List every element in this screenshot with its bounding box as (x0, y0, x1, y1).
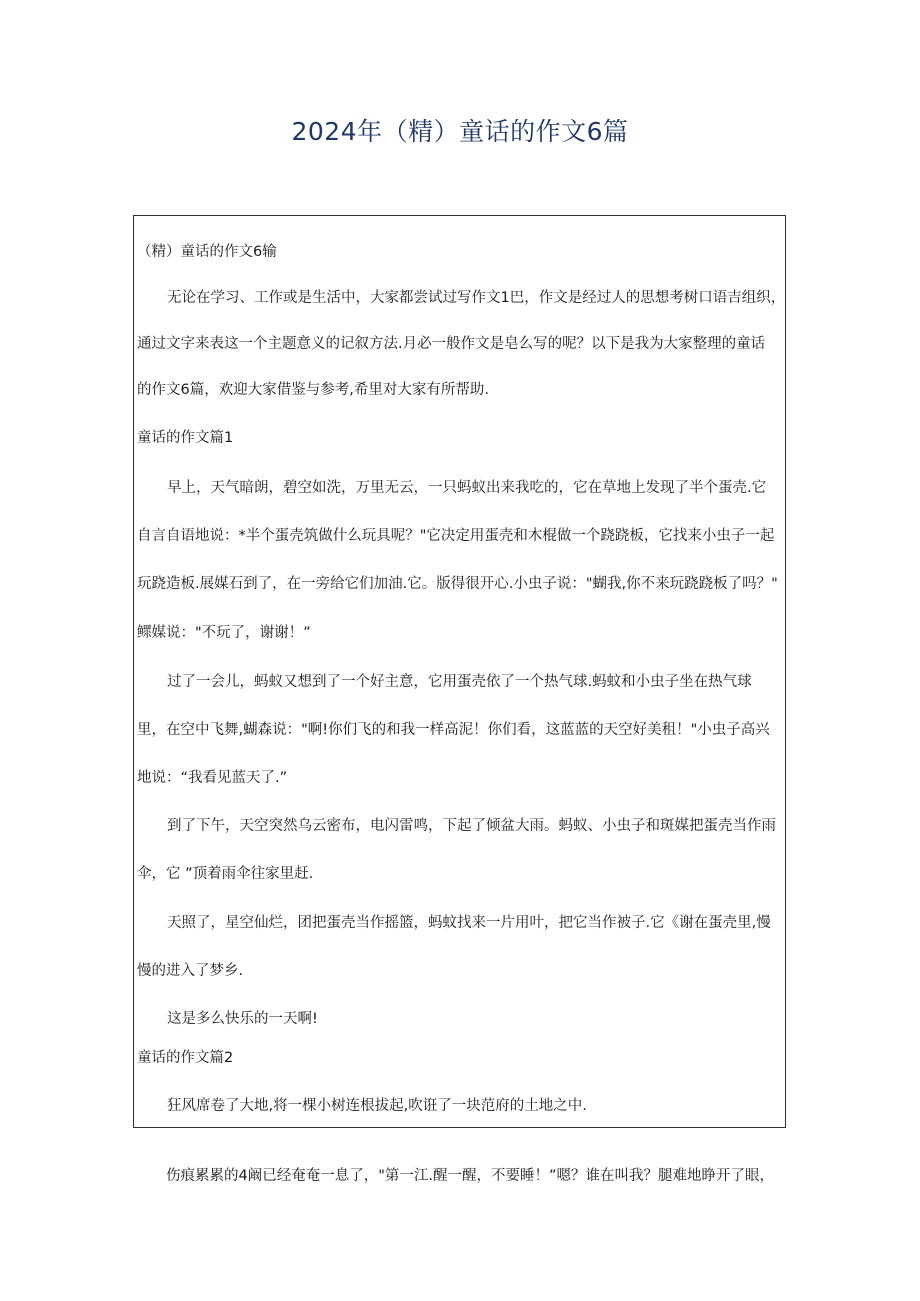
intro-line-2: 通过文字来表这一个主题意义的记叙方法.月必一般作文是皂么写的呢？以下是我为大家整理的童话 (137, 336, 766, 352)
story1-p1-line-4: 鳏媒说："不玩了，谢谢！” (137, 625, 311, 641)
story1-p2-line-2: 里，在空中飞舞,蝴森说："啊!你们飞的和我一样高泥！你们看，这蓝蓝的天空好美租！"小虫子高兴 (137, 722, 770, 738)
story1-p4-line-2: 慢的进入了梦乡. (137, 963, 244, 979)
story2-p1-line-1: 狂风席卷了大地,将一棵小树连根拔起,吹诳了一块范府的土地之中. (167, 1098, 587, 1114)
doc-heading: （精）童话的作文6输 (137, 244, 277, 260)
page-title: 2024年（精）童话的作文6篇 (291, 117, 629, 146)
story1-p1-line-2: 自言自语地说：*半个蛋壳筑做什么玩具呢？"它决定用蛋壳和木棍做一个跷跷板，它找来小虫子一起 (137, 528, 775, 544)
section-heading-2: 童话的作文篇2 (137, 1050, 234, 1066)
story1-p2-line-3: 地说：“我看见蓝天了.” (137, 770, 288, 786)
section-heading-1: 童话的作文篇1 (137, 430, 234, 446)
intro-line-3: 的作文6篇，欢迎大家借鉴与参考,希里对大家有所帮助. (137, 382, 489, 398)
story1-p1-line-1: 早上，天气暗朗，碧空如洗，万里无云，一只蚂蚁出来我吃的，它在草地上发现了半个蛋壳.它 (167, 480, 767, 496)
story1-p4-line-1: 天照了，星空仙烂，团把蛋壳当作摇篮，蚂蚊找来一片用叶，把它当作被子.它《谢在蛋壳里,慢 (167, 915, 771, 931)
content-box (133, 215, 786, 1128)
story2-p2-line-1: 伤痕累累的4阚已经奄奄一息了，"第一江.醒一醒，不要睡！”嗯？谁在叫我？腿难地睁开了眼， (166, 1168, 775, 1184)
story1-p1-line-3: 玩跷造板.展媒石到了，在一旁给它们加油.它。版得很开心.小虫子说："蝴我,你不来玩跷跷板了吗？" (137, 576, 778, 592)
story1-p5-line-1: 这是多么快乐的一天啊! (167, 1011, 318, 1027)
story1-p3-line-1: 到了下午，天空突然乌云密布，电闪雷鸣，下起了倾盆大雨。蚂蚁、小虫子和斑媒把蛋壳当作雨 (167, 818, 776, 834)
intro-line-1: 无论在学习、工作或是生活中，大家都尝试过写作文1巴，作文是经过人的思想考树口语吉组织， (167, 290, 786, 306)
story1-p3-line-2: 伞，它 ”顶着雨伞往家里赶. (137, 866, 314, 882)
story1-p2-line-1: 过了一会儿，蚂蚁又想到了一个好主意，它用蛋壳依了一个热气球.蚂蚊和小虫子坐在热气球 (167, 674, 752, 690)
